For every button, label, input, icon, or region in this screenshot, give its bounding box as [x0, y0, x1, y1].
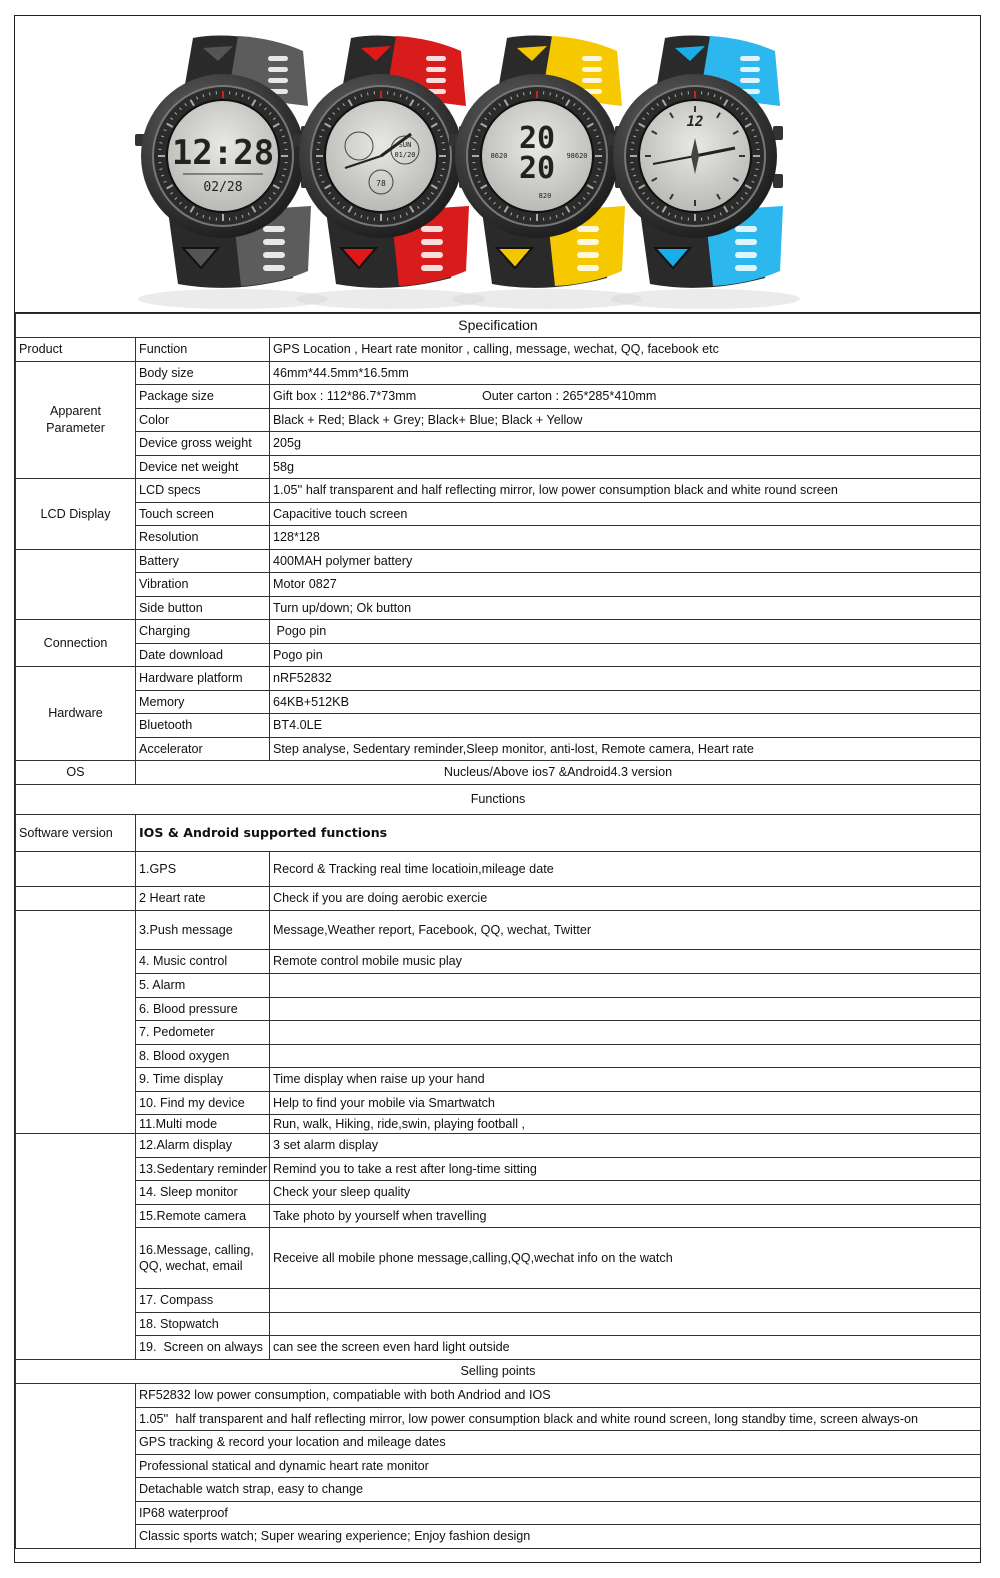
bezel-tick [442, 142, 445, 143]
spec-row [16, 643, 981, 667]
strap-hole [421, 265, 443, 271]
function-value [270, 997, 981, 1021]
cat-apparent: Apparent Parameter [16, 361, 136, 479]
function-label: 6. Blood pressure [136, 997, 270, 1021]
bezel-tick [317, 169, 320, 170]
function-row [16, 1134, 981, 1158]
function-label: 10. Find my device [136, 1091, 270, 1115]
function-row [16, 1021, 981, 1045]
function-value [270, 1312, 981, 1336]
function-value [270, 1289, 981, 1313]
function-label: 18. Stopwatch [136, 1312, 270, 1336]
strap-hole [263, 226, 285, 232]
watch-distance: 820 [538, 192, 552, 200]
bezel-tick [550, 217, 551, 220]
function-value [270, 1021, 981, 1045]
strap-hole [577, 239, 599, 245]
watch-time: 12:28 [171, 133, 275, 173]
bezel-tick [550, 92, 551, 95]
strap-hole [582, 67, 602, 72]
spec-value: Pogo pin [270, 643, 981, 667]
function-row [16, 950, 981, 974]
functions-title: Functions [16, 785, 981, 815]
function-row [16, 1068, 981, 1092]
function-value: Time display when raise up your hand [270, 1068, 981, 1092]
spec-row [16, 549, 981, 573]
functions-headline: IOS & Android supported functions [136, 815, 981, 852]
function-group [16, 887, 136, 911]
bezel-tick [284, 169, 287, 170]
spec-label: Hardware platform [136, 667, 270, 691]
bezel-tick [681, 92, 682, 95]
function-row [16, 911, 981, 950]
selling-row [16, 1431, 981, 1455]
watch-lineup-image [15, 16, 980, 313]
spec-row [16, 714, 981, 738]
spec-label: Date download [136, 643, 270, 667]
bezel-tick [209, 217, 210, 220]
spec-label: Touch screen [136, 502, 270, 526]
side-button [773, 174, 783, 188]
spec-value: Black + Red; Black + Grey; Black+ Blue; Black + Yellow [270, 408, 981, 432]
section-row [16, 314, 981, 338]
spec-value: GPS Location , Heart rate monitor , calling, message, wechat, QQ, facebook etc [270, 338, 981, 362]
strap-hole [740, 56, 760, 61]
strap-hole [268, 56, 288, 61]
strap-hole [421, 226, 443, 232]
selling-point: Detachable watch strap, easy to change [136, 1478, 981, 1502]
function-label: 7. Pedometer [136, 1021, 270, 1045]
strap-hole [426, 56, 446, 61]
headline-row [16, 815, 981, 852]
function-label: 11.Multi mode [136, 1115, 270, 1134]
function-value: Message,Weather report, Facebook, QQ, wechat, Twitter [270, 911, 981, 950]
spec-value: 58g [270, 455, 981, 479]
spec-label: Charging [136, 620, 270, 644]
spec-row [16, 737, 981, 761]
selling-point: Professional statical and dynamic heart rate monitor [136, 1454, 981, 1478]
function-value: 3 set alarm display [270, 1134, 981, 1158]
spec-value: 205g [270, 432, 981, 456]
bezel-tick [394, 92, 395, 95]
function-row [16, 974, 981, 998]
function-group [16, 1134, 136, 1360]
selling-point: RF52832 low power consumption, compatiable with both Andriod and IOS [136, 1384, 981, 1408]
function-row [16, 852, 981, 887]
spec-value: Capacitive touch screen [270, 502, 981, 526]
watch-date: 01/20 [394, 151, 416, 159]
spec-row [16, 596, 981, 620]
section-row [16, 1360, 981, 1384]
watch-calories: 98620 [566, 152, 588, 160]
os-label: OS [16, 761, 136, 785]
function-value [270, 974, 981, 998]
watch-minute: 20 [518, 151, 556, 186]
spec-row [16, 432, 981, 456]
function-row [16, 1091, 981, 1115]
function-group [16, 911, 136, 1134]
strap-hole [263, 239, 285, 245]
bezel-tick [394, 217, 395, 220]
spec-row [16, 667, 981, 691]
product-sheet [14, 15, 981, 1563]
function-label: 9. Time display [136, 1068, 270, 1092]
spec-label: Device net weight [136, 455, 270, 479]
bezel-tick [756, 142, 759, 143]
function-label: 16.Message, calling, QQ, wechat, email [136, 1228, 270, 1289]
watch-date: 02/28 [203, 180, 243, 195]
cat-connection: Connection [16, 620, 136, 667]
function-value: Check if you are doing aerobic exercie [270, 887, 981, 911]
hero-image [15, 16, 980, 313]
function-label: 13.Sedentary reminder [136, 1157, 270, 1181]
cat-lcd: LCD Display [16, 479, 136, 550]
strap-hole [268, 78, 288, 83]
spec-label: Side button [136, 596, 270, 620]
function-label: 4. Music control [136, 950, 270, 974]
spec-value: Motor 0827 [270, 573, 981, 597]
bezel-tick [523, 217, 524, 220]
function-row [16, 1289, 981, 1313]
strap-hole [421, 239, 443, 245]
function-label: 19. Screen on always [136, 1336, 270, 1360]
function-row [16, 1312, 981, 1336]
function-row [16, 1204, 981, 1228]
spec-row [16, 502, 981, 526]
spec-table [15, 313, 981, 1549]
cat-hardware: Hardware [16, 667, 136, 761]
watch-3 [449, 36, 642, 309]
function-label: 12.Alarm display [136, 1134, 270, 1158]
strap-hole [735, 239, 757, 245]
bezel-tick [523, 92, 524, 95]
function-value: can see the screen even hard light outside [270, 1336, 981, 1360]
spec-label: Battery [136, 549, 270, 573]
strap-hole [426, 67, 446, 72]
bezel-tick [756, 169, 759, 170]
strap-hole [421, 252, 443, 258]
spec-label: Memory [136, 690, 270, 714]
function-row [16, 1336, 981, 1360]
spec-row [16, 455, 981, 479]
selling-point: GPS tracking & record your location and mileage dates [136, 1431, 981, 1455]
software-version-label: Software version [16, 815, 136, 852]
function-row [16, 1181, 981, 1205]
spec-value: nRF52832 [270, 667, 981, 691]
selling-point: IP68 waterproof [136, 1501, 981, 1525]
strap-hole [577, 265, 599, 271]
function-value: Help to find your mobile via Smartwatch [270, 1091, 981, 1115]
spec-value: 128*128 [270, 526, 981, 550]
spec-title: Specification [16, 314, 981, 338]
spec-row [16, 338, 981, 362]
function-value: Record & Tracking real time locatioin,mileage date [270, 852, 981, 887]
cat-blank [16, 549, 136, 620]
function-row [16, 887, 981, 911]
gift-box-size: Gift box : 112*86.7*73mm [273, 389, 417, 404]
spec-row [16, 690, 981, 714]
section-row [16, 785, 981, 815]
function-row [16, 1115, 981, 1134]
bezel-tick [681, 217, 682, 220]
watch-numeral: 12 [686, 114, 704, 130]
cat-product: Product [16, 338, 136, 362]
watch-4 [607, 36, 800, 309]
function-row [16, 1228, 981, 1289]
function-label: 15.Remote camera [136, 1204, 270, 1228]
spec-label: Resolution [136, 526, 270, 550]
spec-label: Device gross weight [136, 432, 270, 456]
bezel-tick [159, 142, 162, 143]
spec-value: 64KB+512KB [270, 690, 981, 714]
bezel-tick [598, 142, 601, 143]
watch-shadow [610, 289, 800, 309]
spec-row [16, 361, 981, 385]
function-group [16, 852, 136, 887]
spec-label: Bluetooth [136, 714, 270, 738]
function-label: 14. Sleep monitor [136, 1181, 270, 1205]
spec-value: Pogo pin [270, 620, 981, 644]
selling-row [16, 1478, 981, 1502]
spec-label: Function [136, 338, 270, 362]
bezel-tick [473, 142, 476, 143]
os-value: Nucleus/Above ios7 &Android4.3 version [136, 761, 981, 785]
bezel-tick [631, 142, 634, 143]
watch-steps: 8620 [490, 152, 508, 160]
bezel-tick [367, 92, 368, 95]
selling-row [16, 1454, 981, 1478]
function-value: Take photo by yourself when travelling [270, 1204, 981, 1228]
bezel-tick [631, 169, 634, 170]
strap-hole [740, 67, 760, 72]
bezel-tick [317, 142, 320, 143]
bezel-tick [236, 217, 237, 220]
function-label: 1.GPS [136, 852, 270, 887]
bezel-tick [159, 169, 162, 170]
bezel-tick [708, 217, 709, 220]
function-value: Remind you to take a rest after long-time sitting [270, 1157, 981, 1181]
strap-hole [735, 265, 757, 271]
outer-carton-size: Outer carton : 265*285*410mm [482, 389, 657, 404]
spec-label: Body size [136, 361, 270, 385]
bezel-tick [473, 169, 476, 170]
watch-1 [135, 36, 328, 309]
selling-row [16, 1501, 981, 1525]
strap-hole [263, 252, 285, 258]
strap-hole [740, 78, 760, 83]
spec-label: Accelerator [136, 737, 270, 761]
bezel-tick [209, 92, 210, 95]
spec-label: Package size [136, 385, 270, 409]
strap-hole [582, 78, 602, 83]
spec-value: 46mm*44.5mm*16.5mm [270, 361, 981, 385]
selling-point: Classic sports watch; Super wearing experience; Enjoy fashion design [136, 1525, 981, 1549]
watch-heart-value: 78 [376, 179, 386, 188]
function-value: Receive all mobile phone message,calling,QQ,wechat info on the watch [270, 1228, 981, 1289]
watch-day: SUN [398, 141, 412, 149]
selling-title: Selling points [16, 1360, 981, 1384]
function-label: 5. Alarm [136, 974, 270, 998]
function-value: Remote control mobile music play [270, 950, 981, 974]
spec-row [16, 526, 981, 550]
selling-row [16, 1384, 981, 1408]
spec-row [16, 408, 981, 432]
bezel-tick [598, 169, 601, 170]
selling-row [16, 1407, 981, 1431]
strap-hole [426, 78, 446, 83]
bezel-tick [442, 169, 445, 170]
selling-point: 1.05'' half transparent and half reflecting mirror, low power consumption black and white round screen, long standby time, screen always-on [136, 1407, 981, 1431]
function-value: Run, walk, Hiking, ride,swin, playing football , [270, 1115, 981, 1134]
spec-value: BT4.0LE [270, 714, 981, 738]
strap-hole [735, 226, 757, 232]
strap-hole [263, 265, 285, 271]
spec-value: Step analyse, Sedentary reminder,Sleep monitor, anti-lost, Remote camera, Heart rate [270, 737, 981, 761]
function-row [16, 997, 981, 1021]
spec-label: Color [136, 408, 270, 432]
spec-label: LCD specs [136, 479, 270, 503]
bezel-tick [367, 217, 368, 220]
function-label: 3.Push message [136, 911, 270, 950]
spec-value [270, 385, 981, 409]
spec-label: Vibration [136, 573, 270, 597]
bezel-tick [236, 92, 237, 95]
bezel-tick [708, 92, 709, 95]
spec-row [16, 573, 981, 597]
strap-hole [268, 67, 288, 72]
watch-hour: 20 [518, 121, 556, 156]
spec-row [16, 620, 981, 644]
spec-value: 1.05'' half transparent and half reflecting mirror, low power consumption black and white round screen [270, 479, 981, 503]
function-label: 2 Heart rate [136, 887, 270, 911]
spec-value: Turn up/down; Ok button [270, 596, 981, 620]
function-label: 8. Blood oxygen [136, 1044, 270, 1068]
strap-hole [735, 252, 757, 258]
os-row [16, 761, 981, 785]
spec-value: 400MAH polymer battery [270, 549, 981, 573]
bezel-tick [284, 142, 287, 143]
function-value [270, 1044, 981, 1068]
strap-hole [577, 252, 599, 258]
function-value: Check your sleep quality [270, 1181, 981, 1205]
spec-row [16, 385, 981, 409]
function-label: 17. Compass [136, 1289, 270, 1313]
function-row [16, 1157, 981, 1181]
function-row [16, 1044, 981, 1068]
selling-row [16, 1525, 981, 1549]
selling-group [16, 1384, 136, 1549]
spec-row [16, 479, 981, 503]
strap-hole [577, 226, 599, 232]
strap-hole [582, 56, 602, 61]
